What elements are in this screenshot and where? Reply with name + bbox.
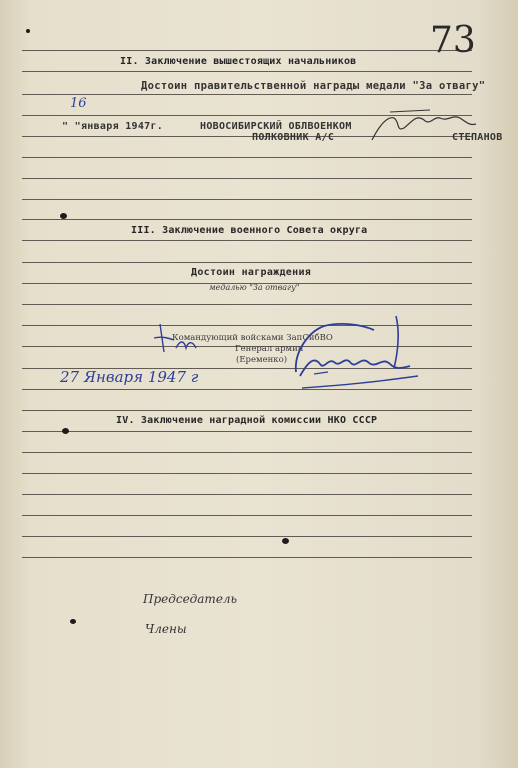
ruled-line — [22, 304, 472, 305]
signature-stepanov — [370, 104, 480, 144]
stamp-rank: Генерал армии — [235, 344, 304, 354]
section-2-date: " "января 1947г. — [62, 121, 164, 132]
section-3-decision-sub: медалью "За отвагу" — [209, 283, 300, 292]
ruled-line — [22, 515, 472, 516]
ruled-line — [22, 473, 472, 474]
ruled-line — [22, 199, 472, 200]
section-3-title: III. Заключение военного Совета округа — [131, 225, 368, 236]
ruled-line — [22, 536, 472, 537]
ruled-line — [22, 157, 472, 158]
officer-name: СТЕПАНОВ — [452, 132, 503, 143]
ruled-line — [22, 219, 472, 220]
punch-hole-mark — [60, 213, 67, 219]
handwritten-date-section-3: 27 Января 1947 г — [60, 368, 199, 386]
chairman-label: Председатель — [143, 592, 238, 606]
stamp-commander: Командующий войсками ЗапСибВО — [172, 333, 333, 343]
section-3-decision: Достоин награждения — [191, 267, 312, 278]
signature-eremenko — [290, 312, 430, 407]
page-number: 73 — [430, 20, 476, 61]
ruled-line — [22, 50, 472, 51]
officer-rank: ПОЛКОВНИК А/С — [252, 132, 335, 143]
ruled-line — [22, 452, 472, 453]
punch-hole-mark — [282, 538, 289, 544]
punch-hole-mark — [26, 29, 30, 33]
military-unit: НОВОСИБИРСКИЙ ОБЛВОЕНКОМ — [200, 121, 352, 132]
handwritten-day: 16 — [70, 96, 87, 111]
punch-hole-mark — [62, 428, 69, 434]
ruled-line — [22, 71, 472, 72]
ruled-line — [22, 262, 472, 263]
section-4-title: IV. Заключение наградной комиссии НКО СССР — [116, 415, 378, 426]
ruled-line — [22, 94, 472, 95]
stamp-name: (Еременко) — [236, 355, 288, 365]
ruled-line — [22, 240, 472, 241]
ruled-line — [22, 178, 472, 179]
ruled-line — [22, 410, 472, 411]
members-label: Члены — [145, 622, 187, 636]
ruled-line — [22, 557, 472, 558]
ruled-line — [22, 494, 472, 495]
ruled-line — [22, 431, 472, 432]
punch-hole-mark — [70, 619, 76, 624]
signature-initials — [150, 318, 200, 358]
section-2-title: II. Заключение вышестоящих начальников — [120, 56, 357, 67]
section-2-recommendation: Достоин правительственной награды медали "За отвагу" — [141, 80, 486, 92]
